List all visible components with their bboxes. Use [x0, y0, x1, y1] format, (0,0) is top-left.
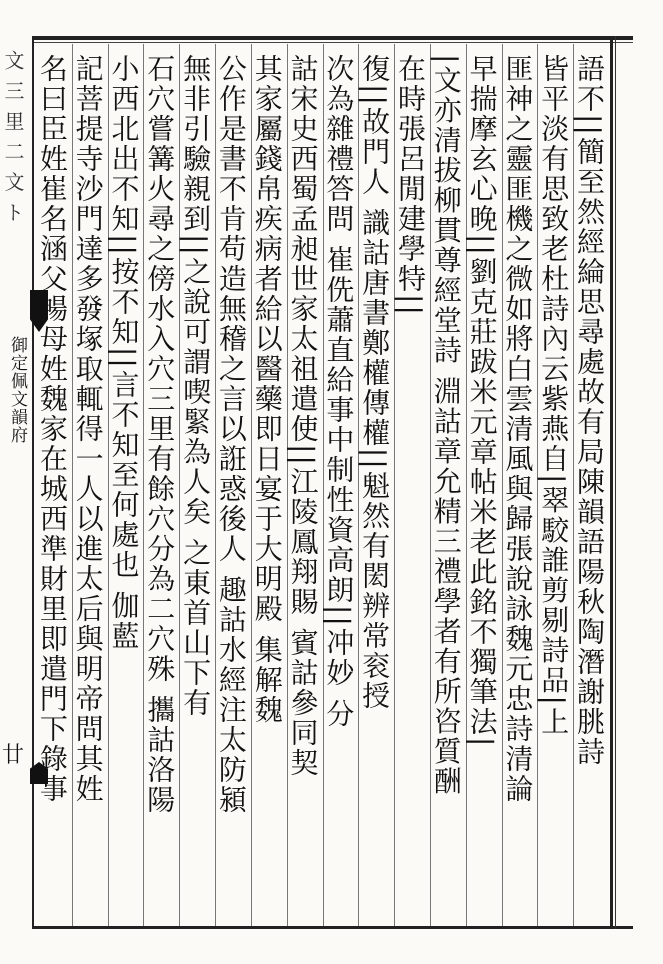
text-column-13: 石穴嘗篝火尋之傍水入穴三里有餘穴分為二穴殊 攜詁洛陽	[143, 54, 177, 815]
text-column-14: 小西北出不知||按不知||言不知至何處也 伽藍	[107, 54, 141, 651]
margin-strip-border	[32, 36, 34, 929]
text-column-6: 在時張呂閒建學特||	[394, 54, 427, 317]
text-column-8: 次為雜禮答問 崔侁蕭直給事中制性資高朗||冲妙 分	[322, 54, 356, 729]
margin-top-text: 文 三 里 二 文 ト	[1, 50, 25, 224]
text-column-5: |文亦清拔柳貫尊經堂詩 淵詁章允精三禮學者有所咨質酬	[429, 54, 463, 797]
text-column-12: 無非引驗親到||之說可謂喫緊為人矣 之東首山下有	[179, 54, 213, 718]
text-column-7: 復||故門人 識詁唐書鄭權傳權||魁然有閎辨常衮授	[358, 54, 392, 711]
text-column-10: 其家屬錢帛疾病者給以醫藥即日宴于大明殿 集解魏	[250, 54, 284, 725]
text-column-3: 匪神之靈匪機之微如將白雲清風與歸張說詠魏元忠詩清論	[501, 54, 535, 804]
frame-bottom-border	[33, 926, 633, 929]
text-column-11: 公作是書不肯苟造無稽之言以誑惑後人 趣詁水經注太防潁	[215, 54, 248, 815]
margin-folio-number: 廿	[1, 743, 24, 768]
text-column-2: 皆平淡有思致老杜詩內云紫燕自|翠駮誰剪剔詩品|上	[537, 54, 571, 737]
frame-top-inner-border	[33, 42, 633, 43]
frame-top-border	[33, 36, 633, 40]
frame-right-border	[610, 36, 613, 929]
text-column-15: 記菩提寺沙門達多發塚取輒得一人以進太后與明帝問其姓	[71, 54, 105, 804]
text-column-4: 早揣摩玄心晚||劉克莊跋米元章帖米老此銘不獨筆法|	[465, 54, 499, 749]
text-column-9: 詁宋史西蜀孟昶世家太祖遣使||江陵鳳翔賜 賓詁參同契	[286, 54, 320, 778]
margin-book-title: 御定佩文韻府	[7, 336, 27, 444]
frame-right-inner-border	[615, 36, 616, 929]
text-column-1: 語不||簡至然經綸思尋處故有局陳韻語陽秋陶潛謝朓詩	[573, 54, 606, 767]
text-column-16: 名曰臣姓崔名涵父暢母姓魏家在城西準財里即遣門下錄事	[36, 54, 69, 804]
